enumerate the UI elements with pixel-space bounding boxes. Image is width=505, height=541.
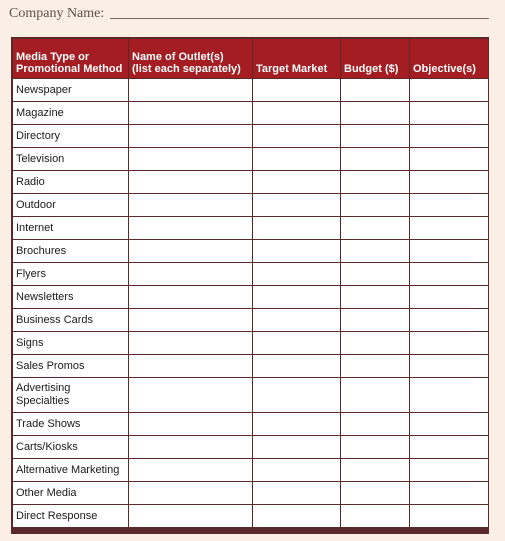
media-plan-table: [11, 37, 489, 534]
cell-objectives[interactable]: [410, 378, 488, 412]
cell-outlet[interactable]: [129, 459, 252, 481]
cell-objectives[interactable]: [410, 459, 488, 481]
row-label: Internet: [13, 217, 128, 239]
header-media-type-line2: Promotional Method: [16, 63, 123, 75]
cell-outlet[interactable]: [129, 102, 252, 124]
row-label: Signs: [13, 332, 128, 354]
cell-budget[interactable]: [341, 332, 409, 354]
cell-target-market[interactable]: [253, 194, 340, 216]
cell-objectives[interactable]: [410, 240, 488, 262]
cell-outlet[interactable]: [129, 378, 252, 412]
cell-budget[interactable]: [341, 102, 409, 124]
cell-budget[interactable]: [341, 286, 409, 308]
cell-objectives[interactable]: [410, 102, 488, 124]
header-objectives: [410, 39, 488, 78]
cell-outlet[interactable]: [129, 309, 252, 331]
cell-budget[interactable]: [341, 217, 409, 239]
cell-target-market[interactable]: [253, 459, 340, 481]
cell-target-market[interactable]: [253, 309, 340, 331]
cell-objectives[interactable]: [410, 148, 488, 170]
row-label: Alternative Marketing: [13, 459, 128, 481]
cell-target-market[interactable]: [253, 240, 340, 262]
cell-objectives[interactable]: [410, 263, 488, 285]
header-budget: [341, 39, 409, 78]
cell-budget[interactable]: [341, 413, 409, 435]
cell-outlet[interactable]: [129, 194, 252, 216]
cell-outlet[interactable]: [129, 482, 252, 504]
row-label: Directory: [13, 125, 128, 147]
cell-budget[interactable]: [341, 79, 409, 101]
cell-target-market[interactable]: [253, 436, 340, 458]
row-label: Outdoor: [13, 194, 128, 216]
header-outlet-name: [129, 39, 252, 78]
cell-outlet[interactable]: [129, 217, 252, 239]
row-label-line1: Advertising: [16, 382, 71, 394]
cell-outlet[interactable]: [129, 413, 252, 435]
cell-target-market[interactable]: [253, 171, 340, 193]
cell-objectives[interactable]: [410, 125, 488, 147]
cell-outlet[interactable]: [129, 355, 252, 377]
cell-target-market[interactable]: [253, 505, 340, 527]
header-target-market-label: Target Market: [256, 63, 328, 75]
cell-budget[interactable]: [341, 240, 409, 262]
header-outlet-name-line2: (list each separately): [132, 63, 241, 75]
cell-target-market[interactable]: [253, 217, 340, 239]
cell-objectives[interactable]: [410, 413, 488, 435]
cell-target-market[interactable]: [253, 263, 340, 285]
row-label: Other Media: [13, 482, 128, 504]
cell-target-market[interactable]: [253, 148, 340, 170]
cell-budget[interactable]: [341, 505, 409, 527]
cell-budget[interactable]: [341, 171, 409, 193]
cell-objectives[interactable]: [410, 194, 488, 216]
cell-objectives[interactable]: [410, 355, 488, 377]
cell-objectives[interactable]: [410, 482, 488, 504]
cell-objectives[interactable]: [410, 217, 488, 239]
cell-budget[interactable]: [341, 148, 409, 170]
row-label: Newsletters: [13, 286, 128, 308]
company-name-line[interactable]: [110, 18, 489, 19]
header-media-type-line1: Media Type or: [16, 51, 90, 63]
cell-objectives[interactable]: [410, 505, 488, 527]
row-label: Brochures: [13, 240, 128, 262]
row-label: Business Cards: [13, 309, 128, 331]
cell-budget[interactable]: [341, 309, 409, 331]
cell-objectives[interactable]: [410, 309, 488, 331]
cell-outlet[interactable]: [129, 171, 252, 193]
row-label: [13, 378, 128, 412]
row-label: Carts/Kiosks: [13, 436, 128, 458]
cell-target-market[interactable]: [253, 378, 340, 412]
cell-outlet[interactable]: [129, 286, 252, 308]
cell-target-market[interactable]: [253, 125, 340, 147]
company-name-label: Company Name:: [9, 6, 105, 21]
cell-target-market[interactable]: [253, 286, 340, 308]
cell-objectives[interactable]: [410, 171, 488, 193]
cell-objectives[interactable]: [410, 332, 488, 354]
cell-target-market[interactable]: [253, 413, 340, 435]
cell-outlet[interactable]: [129, 332, 252, 354]
cell-objectives[interactable]: [410, 286, 488, 308]
row-label: Sales Promos: [13, 355, 128, 377]
cell-outlet[interactable]: [129, 436, 252, 458]
header-objectives-label: Objective(s): [413, 63, 476, 75]
cell-outlet[interactable]: [129, 125, 252, 147]
cell-budget[interactable]: [341, 263, 409, 285]
cell-target-market[interactable]: [253, 79, 340, 101]
cell-budget[interactable]: [341, 436, 409, 458]
header-target-market: [253, 39, 340, 78]
cell-budget[interactable]: [341, 355, 409, 377]
header-outlet-name-line1: Name of Outlet(s): [132, 51, 224, 63]
header-media-type: [13, 39, 128, 78]
company-name-field: [9, 4, 489, 22]
cell-outlet[interactable]: [129, 263, 252, 285]
row-label-line2: Specialties: [16, 395, 70, 407]
header-budget-label: Budget ($): [344, 63, 399, 75]
row-label: Television: [13, 148, 128, 170]
row-label: Trade Shows: [13, 413, 128, 435]
cell-target-market[interactable]: [253, 332, 340, 354]
row-label: Magazine: [13, 102, 128, 124]
row-label: Direct Response: [13, 505, 128, 527]
cell-objectives[interactable]: [410, 79, 488, 101]
cell-outlet[interactable]: [129, 148, 252, 170]
cell-target-market[interactable]: [253, 482, 340, 504]
cell-outlet[interactable]: [129, 79, 252, 101]
row-label: Radio: [13, 171, 128, 193]
cell-budget[interactable]: [341, 482, 409, 504]
cell-budget[interactable]: [341, 378, 409, 412]
cell-outlet[interactable]: [129, 240, 252, 262]
cell-target-market[interactable]: [253, 355, 340, 377]
row-label: Newspaper: [13, 79, 128, 101]
cell-objectives[interactable]: [410, 436, 488, 458]
cell-budget[interactable]: [341, 194, 409, 216]
cell-target-market[interactable]: [253, 102, 340, 124]
cell-budget[interactable]: [341, 125, 409, 147]
row-label: Flyers: [13, 263, 128, 285]
cell-budget[interactable]: [341, 459, 409, 481]
cell-outlet[interactable]: [129, 505, 252, 527]
